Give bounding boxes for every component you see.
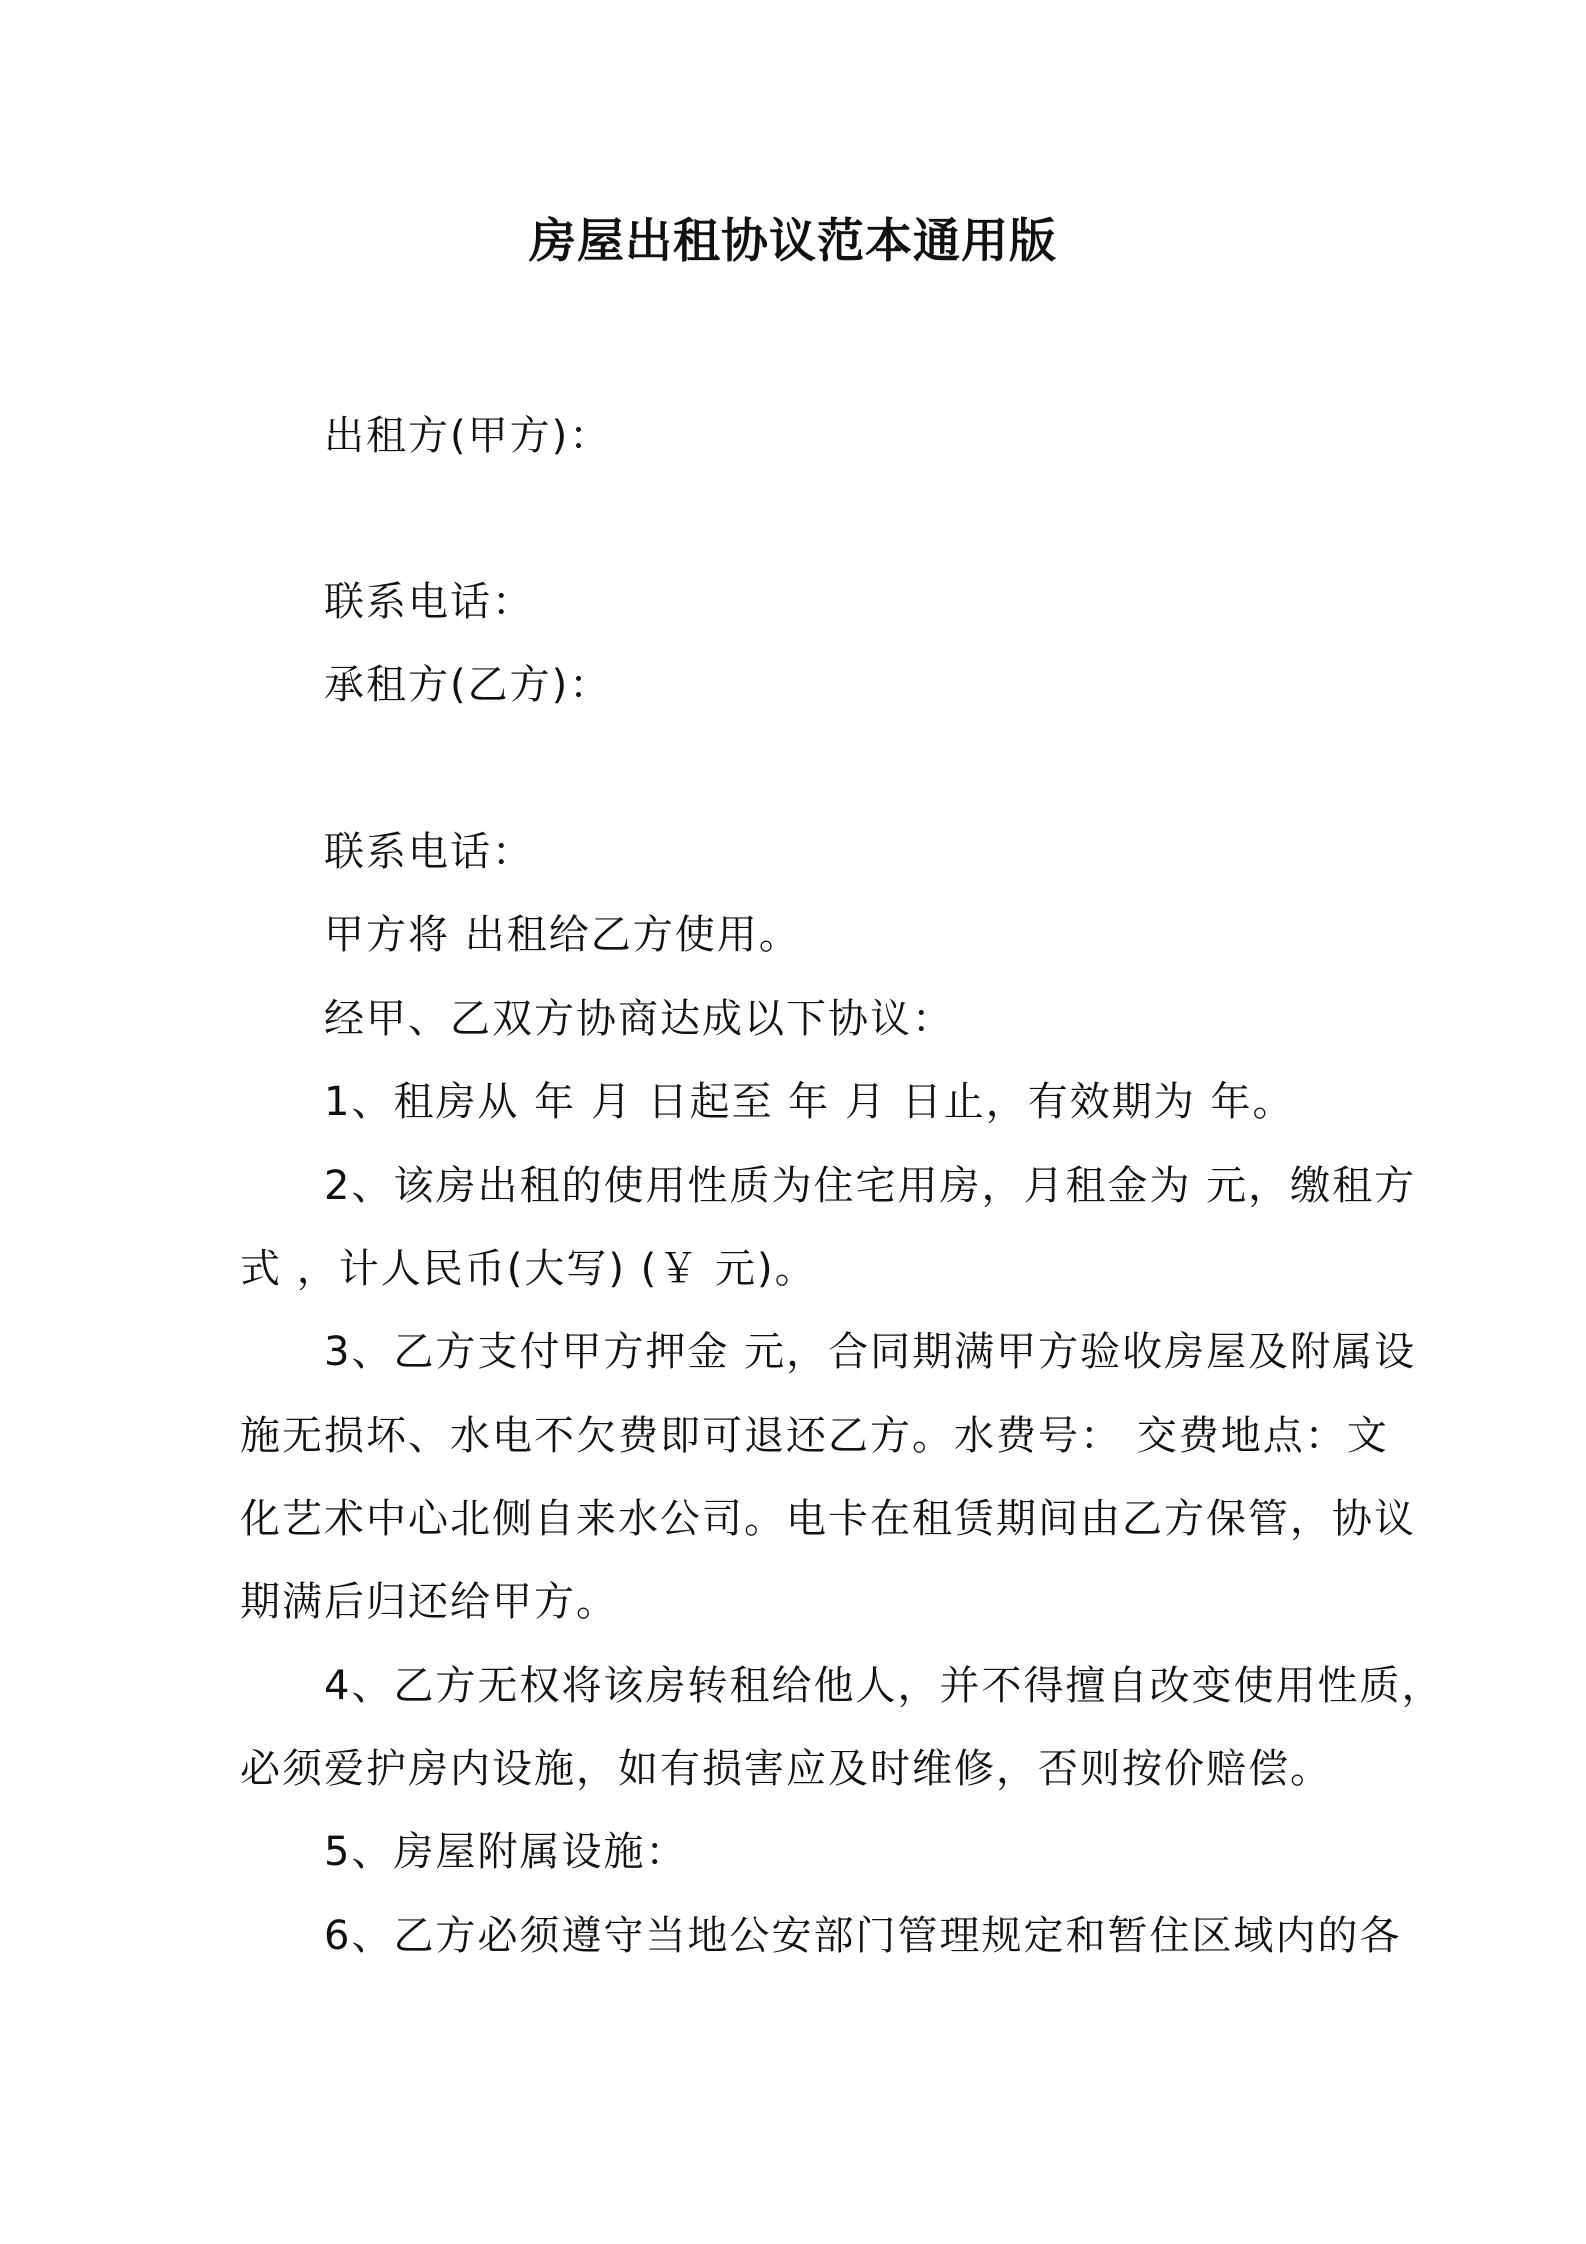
- document-title: 房屋出租协议范本通用版: [529, 214, 1057, 269]
- clause-6-line-1: 6、乙方必须遵守当地公安部门管理规定和暂住区域内的各: [324, 1913, 1402, 1959]
- clause-2-line-1: 2、该房出租的使用性质为住宅用房，月租金为 元，缴租方: [324, 1163, 1417, 1209]
- clause-3-line-2: 施无损坏、水电不欠费即可退还乙方。水费号： 交费地点：文: [240, 1413, 1389, 1459]
- agreement-paragraph: 经甲、乙双方协商达成以下协议：: [324, 996, 954, 1042]
- clause-3-line-3: 化艺术中心北侧自来水公司。电卡在租赁期间由乙方保管，协议: [240, 1496, 1416, 1542]
- clause-4-line-1: 4、乙方无权将该房转租给他人，并不得擅自改变使用性质，: [324, 1663, 1444, 1709]
- clause-1: 1、租房从 年 月 日起至 年 月 日止，有效期为 年。: [324, 1079, 1295, 1125]
- tenant-phone-field: 联系电话：: [324, 829, 534, 875]
- landlord-field: 出租方(甲方)：: [324, 413, 612, 459]
- intro-paragraph: 甲方将 出租给乙方使用。: [324, 912, 801, 958]
- clause-3-line-4: 期满后归还给甲方。: [240, 1579, 618, 1625]
- clause-2-line-2: 式 ，计人民币(大写) (￥ 元)。: [240, 1246, 817, 1292]
- clause-3-line-1: 3、乙方支付甲方押金 元，合同期满甲方验收房屋及附属设: [324, 1329, 1417, 1375]
- landlord-phone-field: 联系电话：: [324, 579, 534, 625]
- clause-5: 5、房屋附属设施：: [324, 1829, 688, 1875]
- tenant-field: 承租方(乙方)：: [324, 662, 612, 708]
- clause-4-line-2: 必须爱护房内设施，如有损害应及时维修，否则按价赔偿。: [240, 1746, 1332, 1792]
